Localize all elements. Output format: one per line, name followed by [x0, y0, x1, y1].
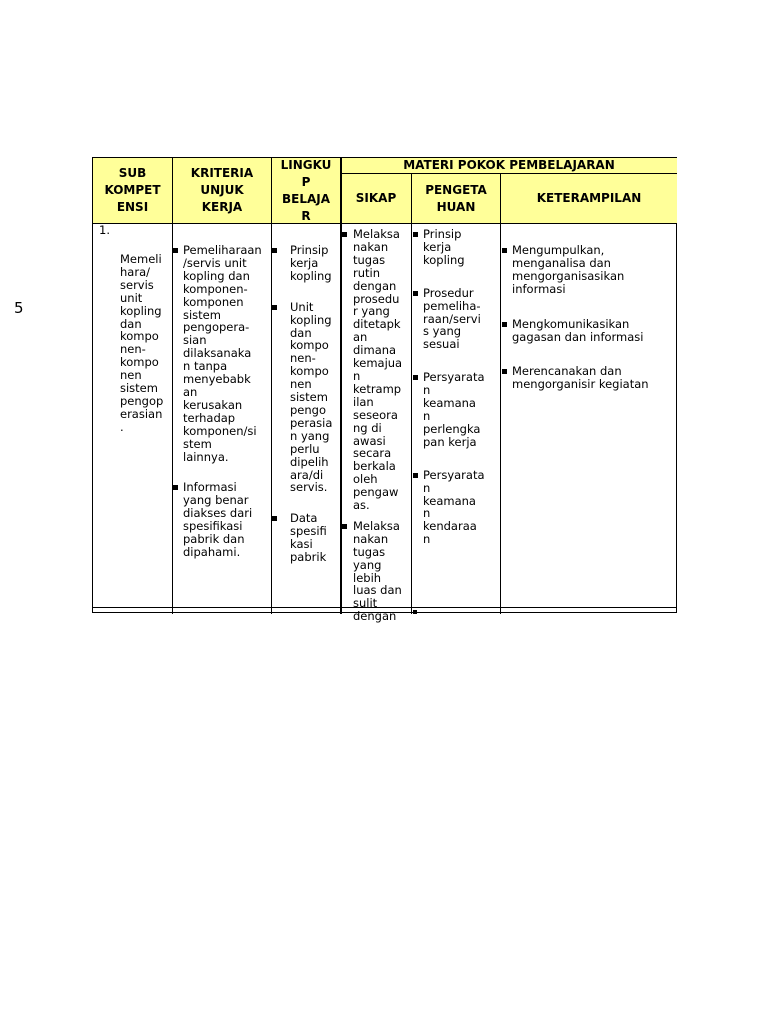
header-sub-kompetensi: SUB KOMPET ENSI [93, 158, 172, 223]
header-sikap: SIKAP [341, 174, 411, 223]
column-divider [411, 173, 412, 614]
bullet-icon [173, 248, 178, 253]
page-number: 5 [14, 299, 24, 317]
list-item: Mengumpulkan, menganalisa dan mengorganisasikan informasi [502, 244, 676, 296]
header-keterampilan: KETERAMPILAN [501, 174, 677, 223]
row-divider [341, 173, 677, 174]
row-number: 1. [99, 223, 110, 237]
header-kriteria: KRITERIA UNJUK KERJA [173, 158, 271, 223]
bullet-icon [413, 473, 418, 478]
lingkup-cell [272, 244, 339, 606]
header-lingkup: LINGKU P BELAJA R [272, 158, 340, 223]
bullet-icon [272, 305, 277, 310]
bullet-icon [342, 524, 347, 529]
header-pengetahuan: PENGETA HUAN [412, 174, 500, 223]
bullet-icon [413, 291, 418, 296]
bullet-icon [342, 232, 347, 237]
list-item: Merencanakan dan mengorganisir kegiatan [502, 365, 676, 391]
bullet-icon [502, 322, 507, 327]
column-divider [500, 173, 501, 614]
bullet-icon [173, 485, 178, 490]
list-item: Prosedur pemeliha- raan/servi s yang sesuai [413, 287, 499, 352]
bullet-icon [502, 248, 507, 253]
header-materi: MATERI POKOK PEMBELAJARAN [341, 158, 677, 173]
sub-kompetensi-text: Memeli hara/ servis unit kopling dan kompo nen- kompo nen sistem pengop erasian . [120, 252, 164, 434]
list-item: Persyarata n keamana n kendaraa n [413, 469, 499, 546]
list-item: Melaksa nakan tugas yang lebih luas dan sulit dengan [342, 520, 410, 623]
keterampilan-cell [502, 244, 676, 606]
bullet-icon [502, 369, 507, 374]
bullet-icon [272, 516, 277, 521]
row-divider [93, 223, 677, 224]
list-item: Persyarata n keamana n perlengka pan kerja [413, 371, 499, 448]
list-item: Mengkomunikasikan gagasan dan informasi [502, 318, 676, 344]
bullet-icon [413, 232, 418, 237]
list-item: Prinsip kerja kopling [272, 244, 339, 283]
list-item: Melaksa nakan tugas rutin dengan prosedu r yang ditetapk an dimana kemajua n ketramp ilan seseora ng di awasi secara berkala oleh pengaw as. [342, 228, 410, 512]
list-item: Pemeliharaan /servis unit kopling dan komponen- komponen sistem pengopera- sian dilaksanaka n tanpa menyebabk an kerusakan terhadap komponen/si stem lainnya. [173, 244, 270, 463]
sikap-cell [342, 227, 410, 624]
kriteria-cell [173, 244, 270, 606]
list-item: Informasi yang benar diakses dari spesifikasi pabrik dan dipahami. [173, 481, 270, 558]
competency-table [92, 157, 677, 624]
pengetahuan-cell [413, 228, 499, 607]
bullet-icon [413, 610, 417, 614]
list-item: Data spesifi kasi pabrik [272, 512, 339, 564]
list-item: Prinsip kerja kopling [413, 228, 499, 267]
bullet-icon [272, 248, 277, 253]
list-item: Unit kopling dan kompo nen- kompo nen sistem pengo perasia n yang perlu dipelih ara/di servis. [272, 301, 339, 495]
bullet-icon [413, 375, 418, 380]
